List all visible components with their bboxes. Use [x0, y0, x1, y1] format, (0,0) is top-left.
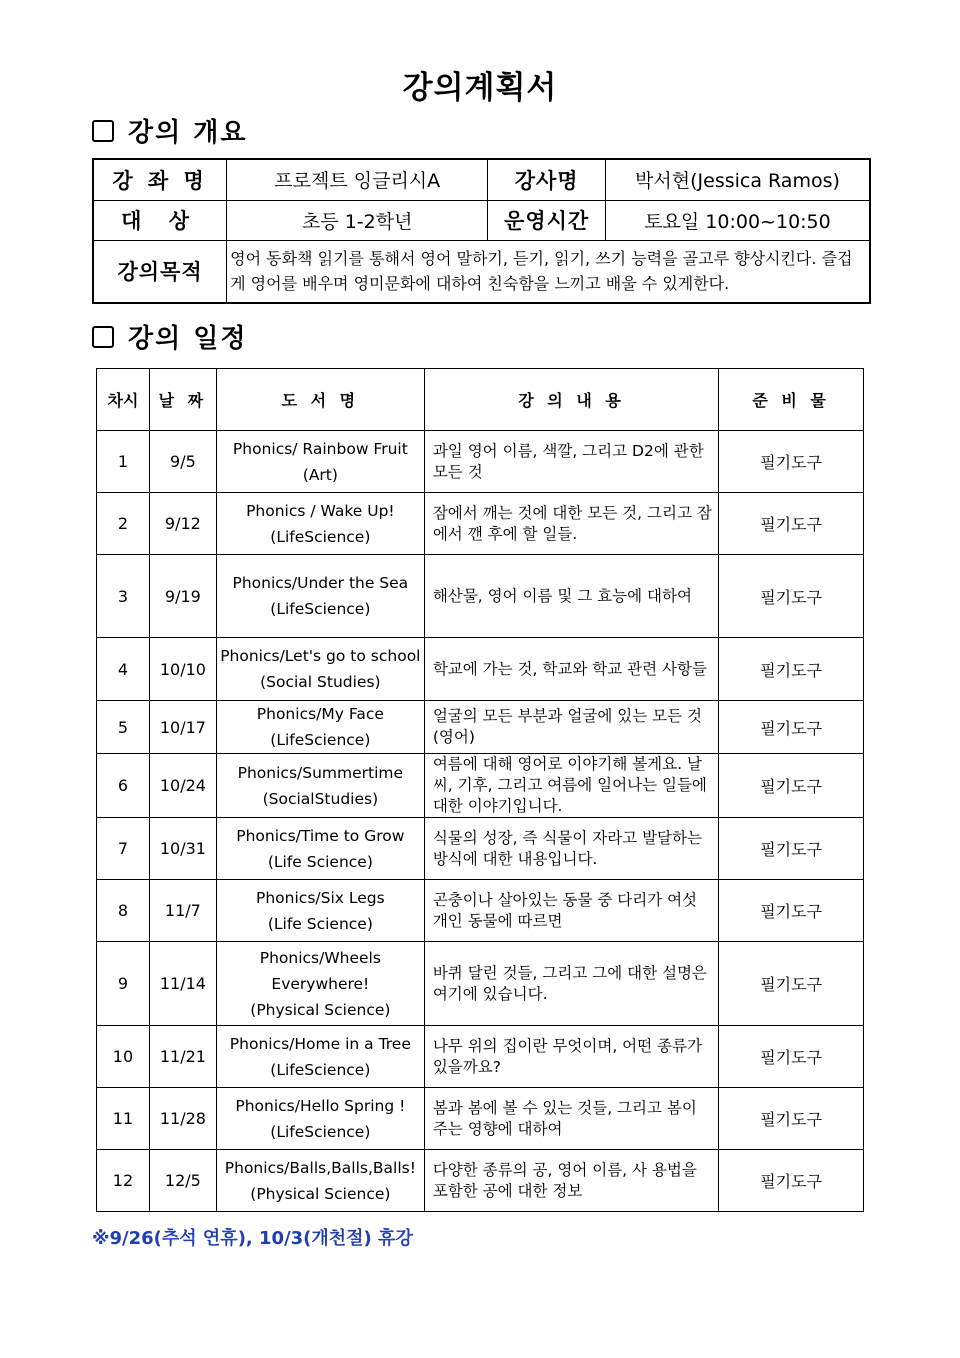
session-content: 과일 영어 이름, 색깔, 그리고 D2에 관한 모든 것 [424, 431, 718, 493]
header-supplies: 준 비 물 [719, 369, 864, 431]
table-row [97, 638, 864, 701]
session-content: 여름에 대해 영어로 이야기해 볼게요. 날씨, 기후, 그리고 여름에 일어나는 일들에 대한 이야기입니다. [424, 754, 718, 818]
session-supplies: 필기도구 [719, 880, 864, 942]
session-supplies: 필기도구 [719, 1026, 864, 1088]
overview-row [93, 240, 870, 303]
holiday-note: ※9/26(추석 연휴), 10/3(개천절) 휴강 [92, 1228, 413, 1249]
table-row [97, 754, 864, 818]
purpose-label: 강의목적 [93, 240, 227, 303]
session-book [216, 431, 424, 493]
session-book [216, 493, 424, 555]
book-title: Phonics/Wheels Everywhere! [259, 948, 381, 993]
book-title: Phonics/Balls,Balls,Balls! [224, 1158, 416, 1177]
session-book [216, 638, 424, 701]
session-content: 해산물, 영어 이름 및 그 효능에 대하여 [424, 555, 718, 638]
session-number: 5 [97, 701, 150, 754]
book-title: Phonics/Time to Grow [236, 826, 405, 845]
book-subject: (Life Science) [267, 852, 373, 871]
course-label: 강 좌 명 [93, 159, 227, 200]
table-row [97, 942, 864, 1026]
book-subject: (Life Science) [267, 914, 373, 933]
session-book [216, 1150, 424, 1212]
overview-row [93, 200, 870, 240]
header-content: 강 의 내 용 [424, 369, 718, 431]
book-title: Phonics/Home in a Tree [229, 1034, 411, 1053]
section-label: 강의 일정 [128, 324, 248, 354]
section-heading-schedule [92, 318, 248, 355]
book-subject: (Physical Science) [250, 1184, 391, 1203]
session-content: 학교에 가는 것, 학교와 학교 관련 사항들 [424, 638, 718, 701]
session-supplies: 필기도구 [719, 818, 864, 880]
session-supplies: 필기도구 [719, 638, 864, 701]
session-content: 잠에서 깨는 것에 대한 모든 것, 그리고 잠에서 깬 후에 할 일들. [424, 493, 718, 555]
book-subject: (Social Studies) [260, 673, 381, 691]
session-book [216, 754, 424, 818]
session-book [216, 555, 424, 638]
session-number: 4 [97, 638, 150, 701]
session-content: 얼굴의 모든 부분과 얼굴에 있는 모든 것(영어) [424, 701, 718, 754]
checkbox-icon [92, 326, 114, 348]
session-content: 나무 위의 집이란 무엇이며, 어떤 종류가 있을까요? [424, 1026, 718, 1088]
session-number: 12 [97, 1150, 150, 1212]
session-supplies: 필기도구 [719, 754, 864, 818]
book-title: Phonics/ Rainbow Fruit [232, 439, 408, 458]
session-book [216, 942, 424, 1026]
book-subject: (Art) [302, 465, 338, 484]
instructor-value: 박서현(Jessica Ramos) [605, 159, 870, 200]
session-content: 다양한 종류의 공, 영어 이름, 사 용법을 포함한 공에 대한 정보 [424, 1150, 718, 1212]
session-book [216, 701, 424, 754]
book-title: Phonics/Six Legs [256, 888, 385, 907]
time-label: 운영시간 [488, 200, 606, 240]
session-book [216, 880, 424, 942]
session-date: 10/24 [149, 754, 216, 818]
book-subject: (LifeScience) [270, 1122, 371, 1141]
book-subject: (SocialStudies) [262, 789, 379, 808]
session-number: 7 [97, 818, 150, 880]
session-date: 12/5 [149, 1150, 216, 1212]
table-row [97, 1026, 864, 1088]
session-date: 9/12 [149, 493, 216, 555]
target-label: 대 상 [93, 200, 227, 240]
instructor-label: 강사명 [488, 159, 606, 200]
session-date: 10/17 [149, 701, 216, 754]
table-row [97, 701, 864, 754]
session-date: 9/19 [149, 555, 216, 638]
overview-row [93, 159, 870, 200]
book-subject: (LifeScience) [270, 600, 371, 618]
schedule-table [96, 368, 864, 1212]
session-number: 8 [97, 880, 150, 942]
book-subject: (LifeScience) [270, 1060, 371, 1079]
time-value: 토요일 10:00~10:50 [605, 200, 870, 240]
table-row [97, 1150, 864, 1212]
book-subject: (LifeScience) [270, 731, 371, 749]
book-subject: (LifeScience) [270, 527, 371, 546]
session-number: 10 [97, 1026, 150, 1088]
session-number: 9 [97, 942, 150, 1026]
session-book [216, 1088, 424, 1150]
session-content: 식물의 성장, 즉 식물이 자라고 발달하는 방식에 대한 내용입니다. [424, 818, 718, 880]
session-date: 9/5 [149, 431, 216, 493]
book-subject: (Physical Science) [250, 1000, 391, 1019]
session-date: 10/10 [149, 638, 216, 701]
session-book [216, 1026, 424, 1088]
purpose-value: 영어 동화책 읽기를 통해서 영어 말하기, 듣기, 읽기, 쓰기 능력을 골고루 향상시킨다. 즐겁게 영어를 배우며 영미문화에 대하여 친숙함을 느끼고 배울 수 있게한다. [227, 240, 870, 303]
session-content: 바퀴 달린 것들, 그리고 그에 대한 설명은 여기에 있습니다. [424, 942, 718, 1026]
table-row [97, 493, 864, 555]
section-label: 강의 개요 [128, 118, 248, 148]
header-date: 날 짜 [149, 369, 216, 431]
session-number: 1 [97, 431, 150, 493]
session-number: 6 [97, 754, 150, 818]
checkbox-icon [92, 120, 114, 142]
session-number: 3 [97, 555, 150, 638]
table-row [97, 818, 864, 880]
session-supplies: 필기도구 [719, 555, 864, 638]
section-heading-overview [92, 112, 248, 149]
session-date: 10/31 [149, 818, 216, 880]
book-title: Phonics/Under the Sea [232, 574, 409, 592]
table-row [97, 880, 864, 942]
session-book [216, 818, 424, 880]
table-row [97, 555, 864, 638]
session-date: 11/21 [149, 1026, 216, 1088]
session-supplies: 필기도구 [719, 493, 864, 555]
table-row [97, 1088, 864, 1150]
session-content: 봄과 봄에 볼 수 있는 것들, 그리고 봄이 주는 영향에 대하여 [424, 1088, 718, 1150]
session-date: 11/14 [149, 942, 216, 1026]
target-value: 초등 1-2학년 [227, 200, 488, 240]
page-title: 강의계획서 [402, 70, 558, 106]
overview-table [92, 158, 871, 304]
session-supplies: 필기도구 [719, 1088, 864, 1150]
session-date: 11/7 [149, 880, 216, 942]
book-title: Phonics/Hello Spring ! [235, 1096, 406, 1115]
schedule-header-row [97, 369, 864, 431]
session-date: 11/28 [149, 1088, 216, 1150]
session-supplies: 필기도구 [719, 1150, 864, 1212]
session-content: 곤충이나 살아있는 동물 중 다리가 여섯 개인 동물에 따르면 [424, 880, 718, 942]
session-supplies: 필기도구 [719, 431, 864, 493]
book-title: Phonics/Summertime [237, 763, 404, 782]
session-number: 11 [97, 1088, 150, 1150]
session-supplies: 필기도구 [719, 942, 864, 1026]
header-book: 도 서 명 [216, 369, 424, 431]
book-title: Phonics/My Face [256, 705, 384, 723]
book-title: Phonics/Let's go to school [220, 647, 421, 665]
schedule-body [97, 431, 864, 1212]
session-supplies: 필기도구 [719, 701, 864, 754]
book-title: Phonics / Wake Up! [246, 501, 395, 520]
table-row [97, 431, 864, 493]
header-session: 차시 [97, 369, 150, 431]
session-number: 2 [97, 493, 150, 555]
course-value: 프로젝트 잉글리시A [227, 159, 488, 200]
